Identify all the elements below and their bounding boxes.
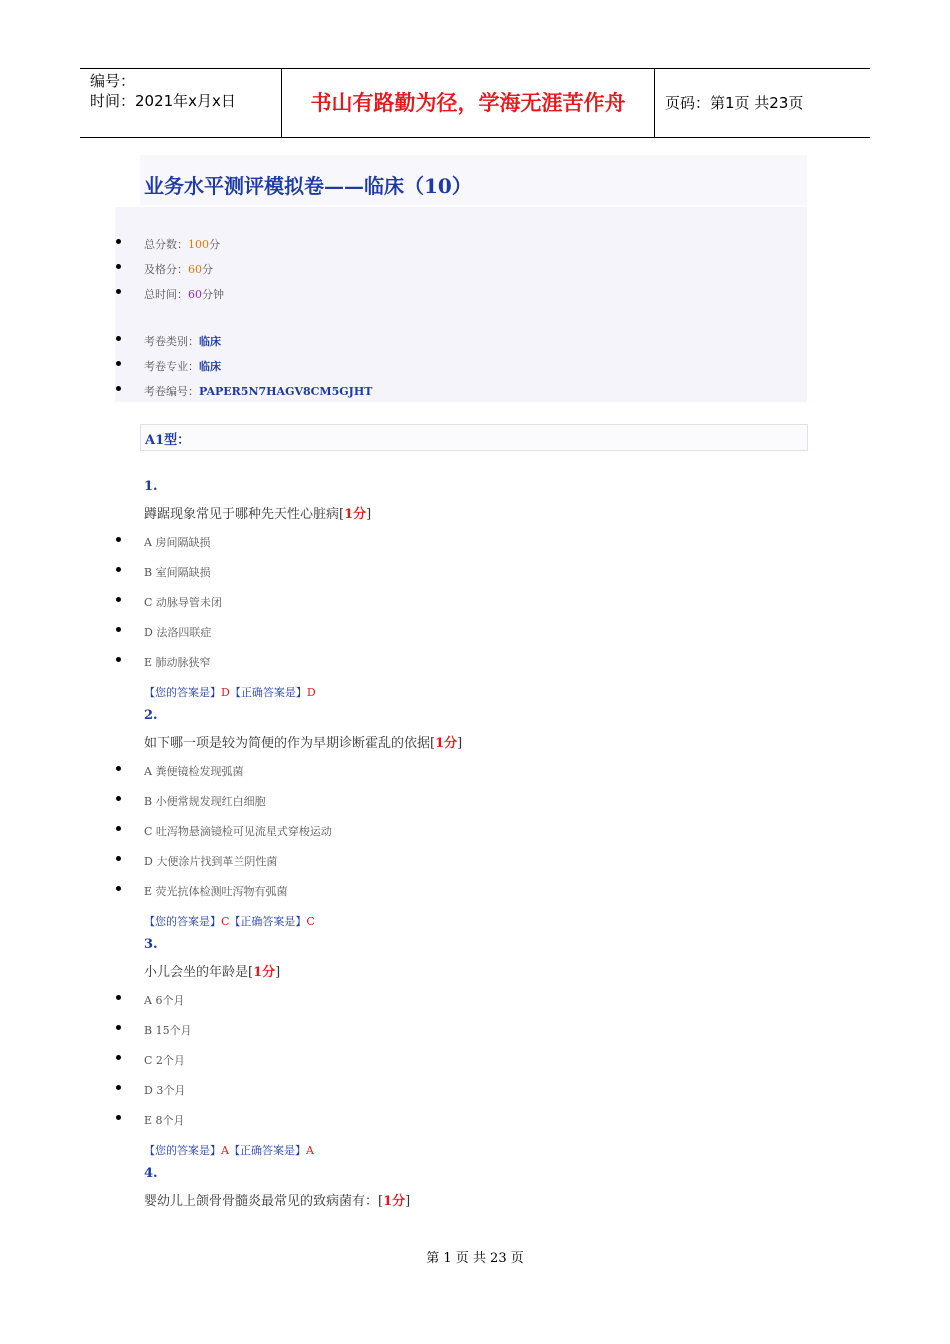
page-footer: 第 1 页 共 23 页 — [426, 1251, 524, 1266]
bullet — [116, 386, 121, 391]
date-label: 时间：2021年x月x日 — [90, 92, 236, 110]
bullet — [116, 1055, 121, 1060]
bullet — [116, 537, 121, 542]
bullet — [116, 289, 121, 294]
option: E 8个月 — [144, 1114, 185, 1127]
bullet — [116, 995, 121, 1000]
option: B 小便常规发现红白细胞 — [144, 795, 266, 808]
section-label: A1型： — [145, 433, 191, 448]
answer-line: 【您的答案是】A【正确答案是】A — [144, 1144, 314, 1157]
bullet — [116, 239, 121, 244]
page-header — [80, 68, 870, 138]
question-text: 小儿会坐的年龄是[1分] — [144, 965, 281, 980]
question-number: 3. — [144, 937, 158, 952]
number-label: 编号： — [90, 72, 136, 90]
info-paper-id: 考卷编号：PAPER5N7HAGV8CM5GJHT — [144, 385, 373, 398]
bullet — [116, 264, 121, 269]
answer-line: 【您的答案是】C【正确答案是】C — [144, 915, 315, 928]
info-category: 考卷类别：临床 — [144, 335, 221, 348]
question-text: 蹲踞现象常见于哪种先天性心脏病[1分] — [144, 507, 372, 522]
option: E 肺动脉狭窄 — [144, 656, 211, 669]
option: C 吐泻物悬滴镜检可见流星式穿梭运动 — [144, 825, 332, 838]
question-text: 如下哪一项是较为简便的作为早期诊断霍乱的依据[1分] — [144, 736, 463, 751]
bullet — [116, 567, 121, 572]
option: D 大便涂片找到革兰阴性菌 — [144, 855, 278, 868]
bullet — [116, 657, 121, 662]
bullet — [116, 796, 121, 801]
header-page-info: 页码：第1页 共23页 — [665, 94, 804, 112]
bullet — [116, 336, 121, 341]
info-total-time: 总时间：60分钟 — [144, 288, 224, 301]
header-meta — [80, 69, 281, 137]
option: A 房间隔缺损 — [144, 536, 211, 549]
bullet — [116, 856, 121, 861]
info-major: 考卷专业：临床 — [144, 360, 221, 373]
bullet — [116, 1085, 121, 1090]
bullet — [116, 597, 121, 602]
bullet — [116, 826, 121, 831]
option: D 3个月 — [144, 1084, 186, 1097]
option: B 室间隔缺损 — [144, 566, 211, 579]
bullet — [116, 1115, 121, 1120]
option: B 15个月 — [144, 1024, 192, 1037]
bullet — [116, 361, 121, 366]
question-number: 1. — [144, 479, 158, 494]
info-pass-score: 及格分：60分 — [144, 263, 213, 276]
bullet — [116, 766, 121, 771]
section-header — [140, 424, 808, 451]
bullet — [116, 627, 121, 632]
option: A 粪便镜检发现弧菌 — [144, 765, 244, 778]
option: C 2个月 — [144, 1054, 185, 1067]
question-text: 婴幼儿上颌骨骨髓炎最常见的致病菌有：[1分] — [144, 1194, 411, 1209]
option: E 荧光抗体检测吐泻物有弧菌 — [144, 885, 288, 898]
option: D 法洛四联症 — [144, 626, 212, 639]
bullet — [116, 886, 121, 891]
question-number: 4. — [144, 1166, 158, 1181]
header-motto: 书山有路勤为径，学海无涯苦作舟 — [281, 69, 655, 137]
info-total-score: 总分数：100分 — [144, 238, 220, 251]
question-number: 2. — [144, 708, 158, 723]
answer-line: 【您的答案是】D【正确答案是】D — [144, 686, 316, 699]
option: C 动脉导管未闭 — [144, 596, 222, 609]
option: A 6个月 — [144, 994, 185, 1007]
page-title: 业务水平测评模拟卷——临床（10） — [144, 174, 472, 198]
bullet — [116, 1025, 121, 1030]
